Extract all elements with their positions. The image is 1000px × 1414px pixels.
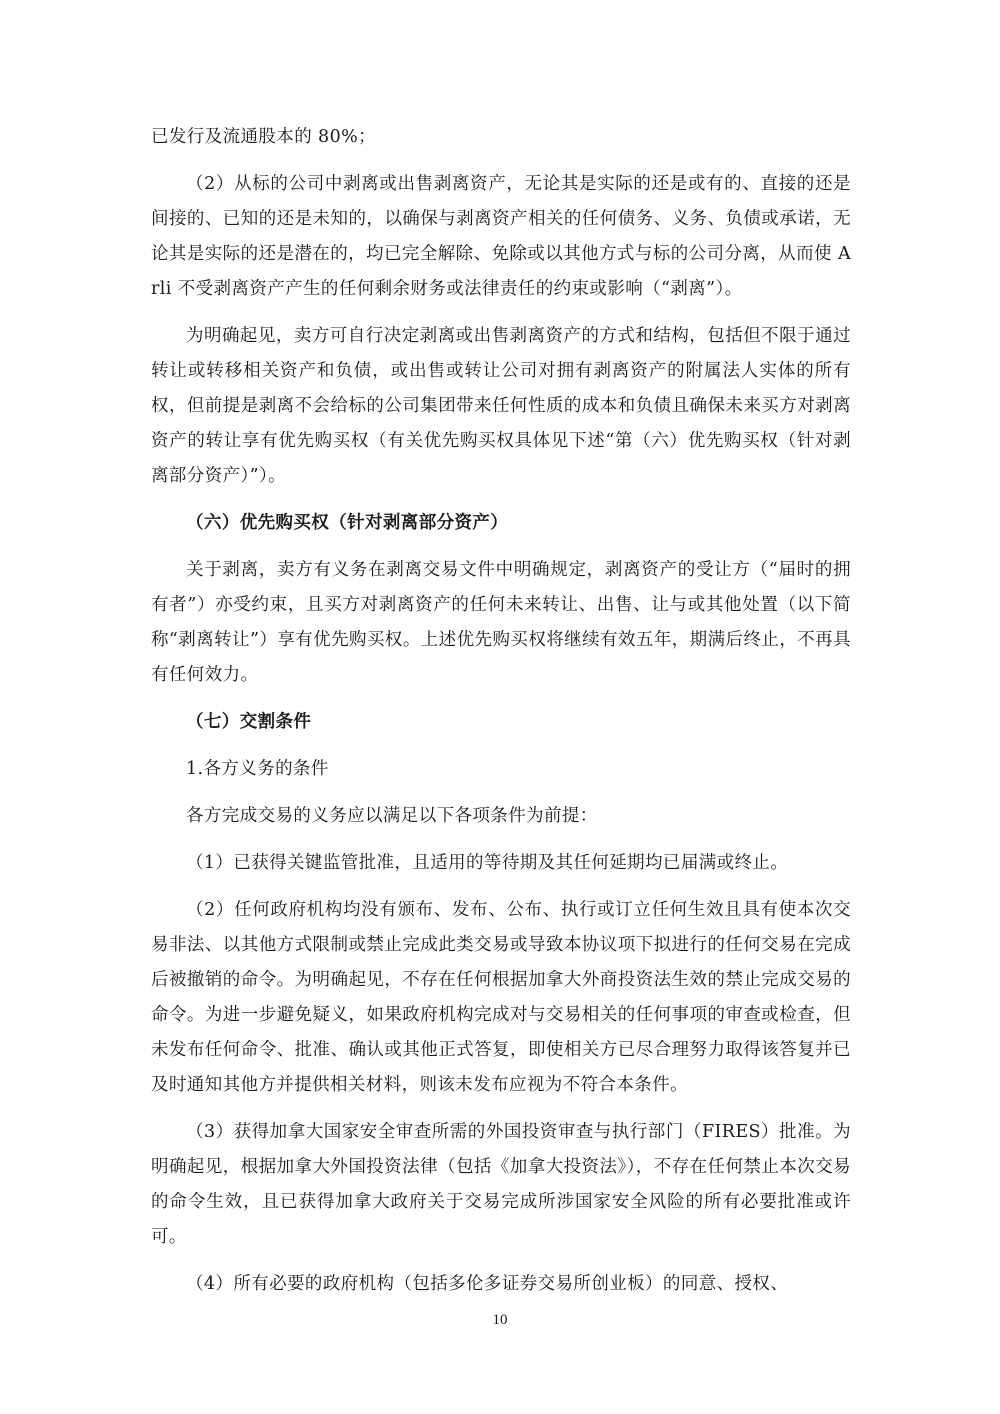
condition-item-3: （3）获得加拿大国家安全审查所需的外国投资审查与执行部门（FIRES）批准。为明确起见，根据加拿大外国投资法律（包括《加拿大投资法》），不存在任何禁止本次交易的命令生效，且已获得加拿大政府关于交易完成所涉国家安全风险的所有必要批准或许可。	[151, 1122, 851, 1247]
condition-item-4: （4）所有必要的政府机构（包括多伦多证券交易所创业板）的同意、授权、	[186, 1274, 789, 1294]
subheading-mutual-conditions: 1.各方义务的条件	[186, 759, 329, 779]
paragraph-conditions-intro: 各方完成交易的义务应以满足以下各项条件为前提：	[186, 806, 598, 826]
document-body	[151, 120, 851, 1302]
condition-item-1: （1）已获得关键监管批准，且适用的等待期及其任何延期均已届满或终止。	[186, 853, 789, 873]
paragraph-preemptive-right: 关于剥离，卖方有义务在剥离交易文件中明确规定，剥离资产的受让方（“届时的拥有者”）亦受约束，且买方对剥离资产的任何未来转让、出售、让与或其他处置（以下简称“剥离转让”）享有优先购买权。上述优先购买权将继续有效五年，期满后终止，不再具有任何效力。	[151, 560, 851, 685]
section-heading-closing-conditions: （七）交割条件	[186, 712, 312, 732]
paragraph-divestiture: （2）从标的公司中剥离或出售剥离资产，无论其是实际的还是或有的、直接的还是间接的、已知的还是未知的，以确保与剥离资产相关的任何债务、义务、负债或承诺，无论其是实际的还是潜在的，均已完全解除、免除或以其他方式与标的公司分离，从而使 Arli 不受剥离资产产生的任何剩余财务或法律责任的约束或影响（“剥离”）。	[151, 174, 851, 299]
condition-item-2: （2）任何政府机构均没有颁布、发布、公布、执行或订立任何生效且具有使本次交易非法、以其他方式限制或禁止完成此类交易或导致本协议项下拟进行的任何交易在完成后被撤销的命令。为明确起见，不存在任何根据加拿大外商投资法生效的禁止完成交易的命令。为进一步避免疑义，如果政府机构完成对与交易相关的任何事项的审查或检查，但未发布任何命令、批准、确认或其他正式答复，即使相关方已尽合理努力取得该答复并已及时通知其他方并提供相关材料，则该未发布应视为不符合本条件。	[151, 900, 851, 1095]
page-number: 10	[492, 1312, 508, 1328]
section-heading-preemptive-right: （六）优先购买权（针对剥离部分资产）	[186, 513, 509, 533]
paragraph-share-capital: 已发行及流通股本的 80%；	[151, 127, 377, 147]
paragraph-clarification: 为明确起见，卖方可自行决定剥离或出售剥离资产的方式和结构，包括但不限于通过转让或转移相关资产和负债，或出售或转让公司对拥有剥离资产的附属法人实体的所有权，但前提是剥离不会给标的公司集团带来任何性质的成本和负债且确保未来买方对剥离资产的转让享有优先购买权（有关优先购买权具体见下述“第（六）优先购买权（针对剥离部分资产）”）。	[151, 326, 851, 486]
